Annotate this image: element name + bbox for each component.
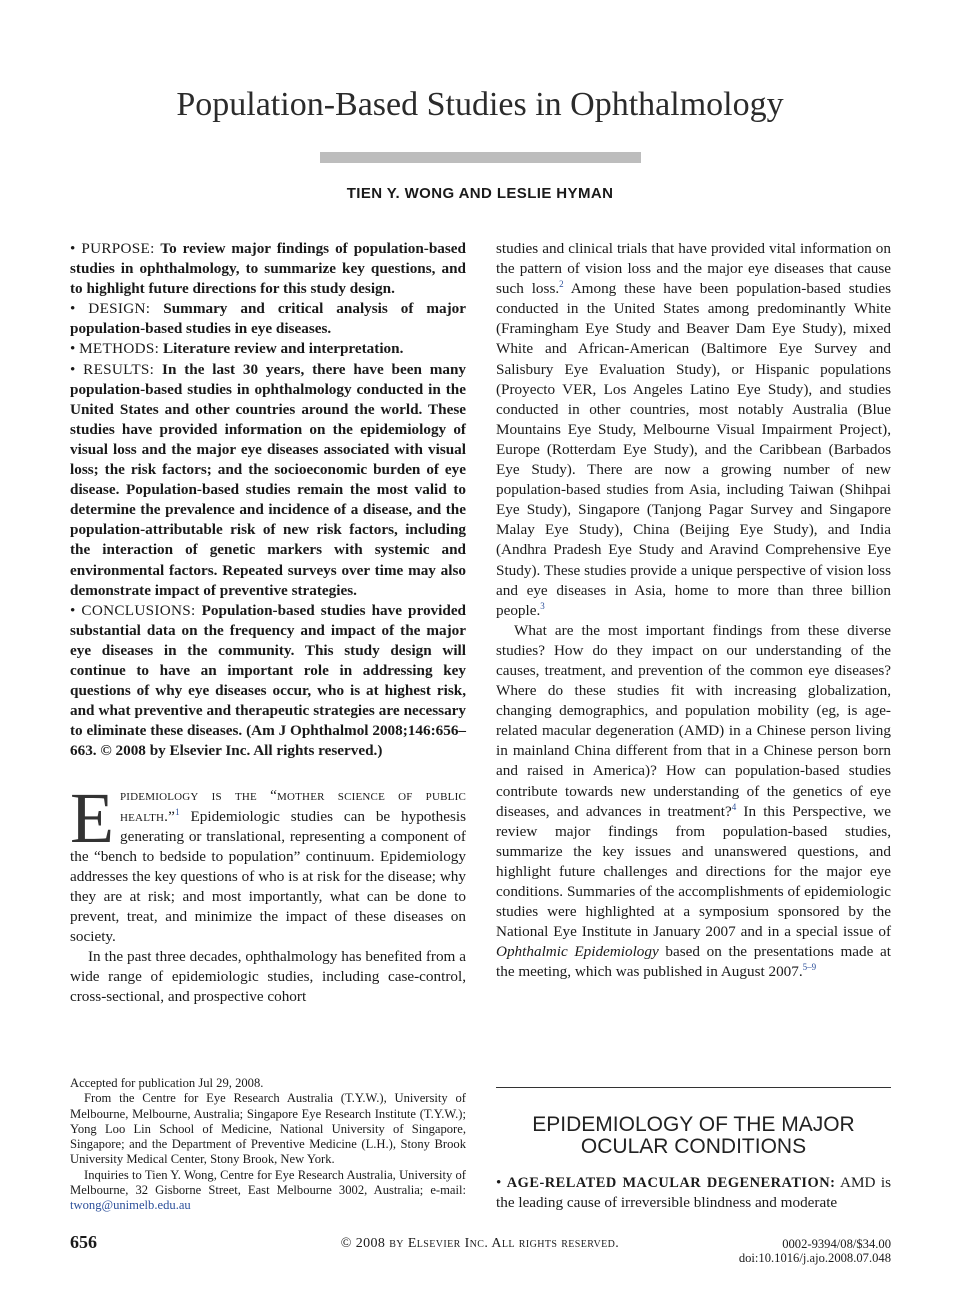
reference-link[interactable]: 5–9 [802, 962, 817, 973]
bullet-icon: • [70, 601, 76, 619]
reference-link[interactable]: 3 [540, 600, 545, 611]
article-title: Population-Based Studies in Ophthalmology [176, 86, 784, 123]
intro-smallcaps: pidemiology is the “mother science of public health.” [119, 787, 466, 825]
reference-link[interactable]: 2 [559, 279, 564, 290]
doi-link[interactable]: doi:10.1016/j.ajo.2008.07.048 [738, 1251, 891, 1265]
intro-paragraph [70, 778, 467, 947]
paragraph-2-continued [496, 239, 891, 621]
bullet-icon: • [70, 240, 76, 257]
footnotes [70, 1076, 466, 1214]
reference-link[interactable]: 1 [175, 806, 180, 817]
page-number: 656 [70, 1232, 97, 1252]
section-divider [496, 1087, 891, 1088]
paragraph-2-cont-a: studies and clinical trials that have provided vital information on the pattern of vision loss and the major eye diseases that cause such loss. [496, 240, 891, 298]
purpose-text: To review major findings of population-based studies in ophthalmology, to summarize key questions, and to highlight future directions for this study design. [70, 240, 466, 298]
abstract-results [70, 360, 466, 601]
drop-cap: E [70, 778, 114, 859]
results-label: RESULTS: [83, 360, 155, 378]
abstract-purpose [70, 239, 466, 299]
abstract-conclusions [70, 601, 466, 762]
abstract [70, 239, 466, 761]
inquiries-text: Inquiries to Tien Y. Wong, Centre for Eye Research Australia, University of Melbourne, 32 Gisborne Street, East Melbourne 3002, Australia; e-mail: [70, 1167, 466, 1198]
bullet-icon: • [70, 340, 76, 358]
bullet-icon: • [496, 1174, 502, 1191]
abstract-design [70, 299, 466, 339]
section-heading-line2: OCULAR CONDITIONS [580, 1135, 807, 1158]
affiliation-note: From the Centre for Eye Research Australia (T.Y.W.), University of Melbourne, Melbourne, Australia; Singapore Eye Research Institute (T.Y.W.); Yong Loo Lin School of Medicine, National University of Singapore, Singapore; and the Department of Preventive Medicine (L.H.), Stony Brook University Medical Center, Stony Brook, New York. [70, 1091, 466, 1167]
abstract-methods [70, 339, 466, 359]
issn: 0002-9394/08/$34.00 [782, 1237, 891, 1251]
methods-label: METHODS: [79, 340, 160, 358]
paragraph-2 [70, 947, 466, 1007]
amd-text: AMD is the leading cause of irreversible blindness and moderate [496, 1174, 891, 1212]
paragraph-3 [496, 621, 891, 983]
design-label: DESIGN: [88, 300, 151, 318]
purpose-label: PURPOSE: [81, 240, 155, 257]
section-heading [496, 1114, 891, 1158]
paragraph-3-text-b: In this Perspective, we review major findings from population-based studies, summarize the key issues and unanswered questions, and highlight future challenges and directions for the major eye conditions. Summaries of the accomplishments of epidemiologic studies were highlighted at a symposium sponsored by the National Eye Institute in January 2007 and in a special issue of [496, 802, 891, 941]
paragraph-2-text: In the past three decades, ophthalmology has benefited from a wide range of epidemiologic studies, including case-control, cross-sectional, and prospective cohort [70, 948, 466, 1006]
amd-label: AGE-RELATED MACULAR DEGENERATION: [506, 1175, 836, 1191]
paragraph-3-text-a: What are the most important findings from these diverse studies? How do they impact on our understanding of the causes, treatment, and prevention of the common eye diseases? Where do these studies fit with increasing globalization, changing demographics, and population mobility (eg, is age-related macular degeneration (AMD) in a Chinese person living in mainland China different from that in a Chinese person born and raised in America)? How can population-based studies contribute towards new understanding of the genetics of eye diseases, and advances in treatment? [496, 621, 891, 820]
conclusions-text: Population-based studies have provided substantial data on the frequency and impact of the major eye diseases in the community. This study design will continue to have an important role in addressing key questions of why eye diseases occur, who is at highest risk, and what preventive and therapeutic strategies are necessary to eliminate these diseases. [70, 601, 467, 740]
right-column [496, 239, 891, 982]
section-heading-line1: EPIDEMIOLOGY OF THE MAJOR [532, 1113, 855, 1136]
bullet-icon: • [70, 300, 76, 318]
intro-text: Epidemiologic studies can be hypothesis generating or translational, representing a component of the “bench to bedside to population” continuum. Epidemiology addresses the key questions of who is at risk for the disease; why they are at risk; and most importantly, what can be done to prevent, treat, and minimize the impact of these diseases on society. [70, 807, 467, 946]
copyright-notice: © 2008 by Elsevier Inc. All rights reserved. [340, 1236, 620, 1251]
body-left [70, 778, 467, 1007]
paragraph-2-cont-b: Among these have been population-based studies conducted in the United States among predominantly White (Framingham Eye Study and Beaver Dam Eye Study), mixed White and African-American (Baltimore Eye Survey and Salisbury Eye Evaluation Study), or Hispanic populations (Proyecto VER, Los Angeles Latino Eye Study), and studies conducted in other countries, most notably Australia (Blue Mountains Eye Study, Melbourne Visual Impairment Project), Europe (Rotterdam Eye Study), and the Caribbean (Barbados Eye Study). There are now a growing number of new population-based studies from Asia, including Taiwan (Shihpai Eye Study), Singapore (Tanjong Pagar Survey and Singapore Malay Eye Study), China (Beijing Eye Study), and India (Andhra Pradesh Eye Study and Aravind Comprehensive Eye Study). These studies provide a unique perspective of vision loss and eye diseases in Asia, home to more than three billion people. [496, 280, 891, 619]
author-line: TIEN Y. WONG AND LESLIE HYMAN [346, 185, 614, 202]
reference-link[interactable]: 4 [731, 801, 737, 812]
paragraph-3-text-c: based on the presentations made at the meeting, which was published in August 2007. [496, 943, 892, 981]
title-rule [320, 152, 641, 163]
results-text: In the last 30 years, there have been many population-based studies in ophthalmology conducted in the United States and other countries around the world. These studies have provided information on the epidemiology of visual loss and the major eye diseases associated with visual loss; the risk factors; and the socioeconomic burden of eye disease. Population-based studies remain the most valid to determine the prevalence and incidence of a disease, and the population-attributable risk of new risk factors, including the interaction of genetic markers with systemic and environmental factors. Repeated surveys over time may also demonstrate impact of preventive strategies. [70, 360, 467, 599]
inquiries-note [70, 1168, 466, 1214]
email-link[interactable]: twong@unimelb.edu.au [70, 1198, 191, 1213]
amd-paragraph [496, 1173, 891, 1213]
bullet-icon: • [70, 360, 76, 378]
accepted-note: Accepted for publication Jul 29, 2008. [70, 1076, 264, 1090]
methods-text: Literature review and interpretation. [162, 340, 404, 358]
left-column [70, 239, 466, 1007]
conclusions-label: CONCLUSIONS: [81, 601, 196, 619]
journal-name: Ophthalmic Epidemiology [496, 943, 659, 961]
abstract-citation: (Am J Ophthalmol 2008;146:656–663. © 2008 by Elsevier Inc. All rights reserved.) [70, 722, 467, 760]
design-text: Summary and critical analysis of major population-based studies in eye diseases. [70, 300, 467, 338]
issn-doi [739, 1237, 891, 1265]
